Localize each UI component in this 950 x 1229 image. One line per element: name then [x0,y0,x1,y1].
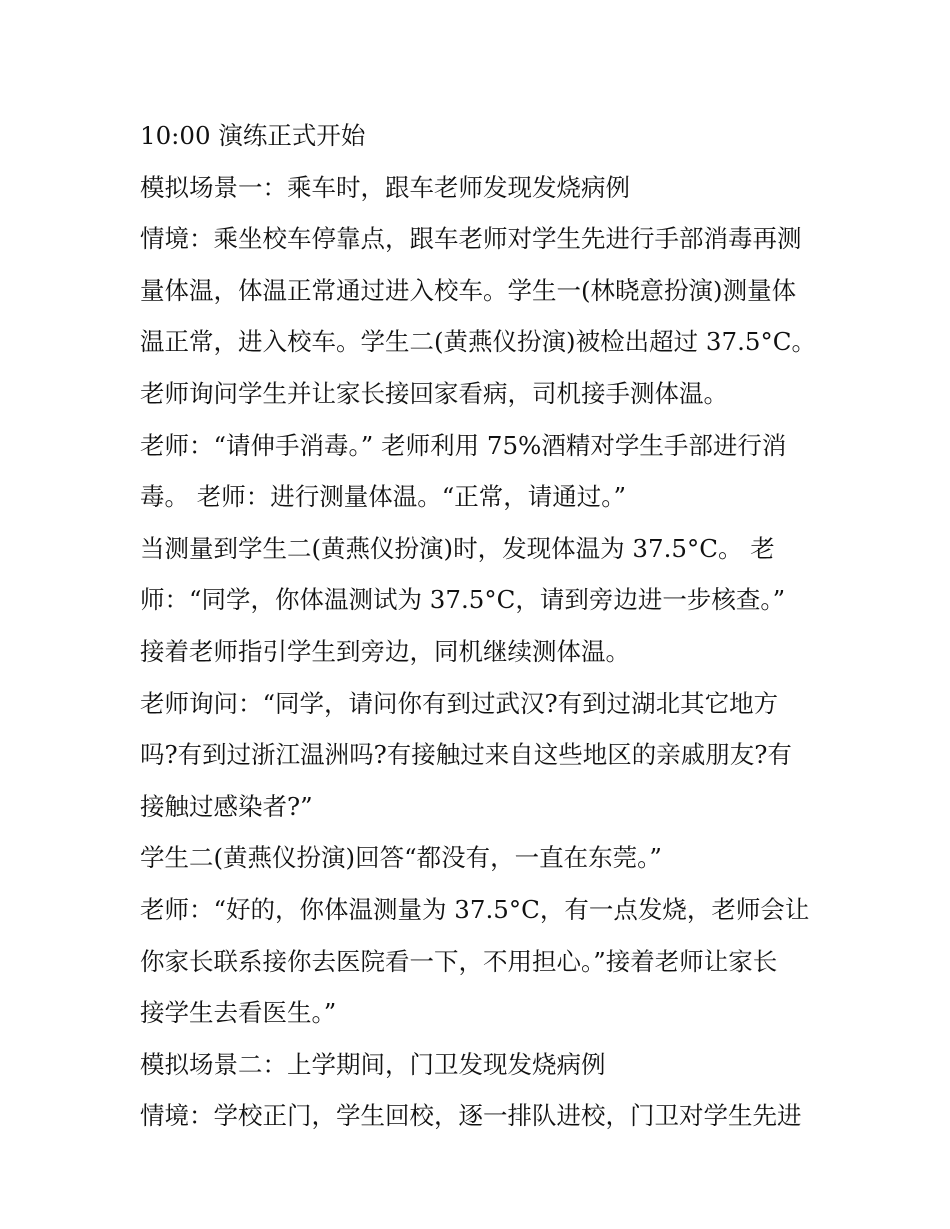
text-line: 情境：乘坐校车停靠点，跟车老师对学生先进行手部消毒再测 [140,224,802,254]
text-line: 接触过感染者?” [140,791,313,821]
text-line: 情境：学校正门，学生回校，逐一排队进校，门卫对学生先进 [140,1101,802,1131]
text-line: 接着老师指引学生到旁边，同机继续测体温。 [140,636,630,666]
text-line: 当测量到学生二(黄燕仪扮演)时，发现体温为 37.5°C。 老 [140,533,775,563]
text-line: 模拟场景一：乘车时，跟车老师发现发烧病例 [140,172,630,202]
text-line: 毒。 老师：进行测量体温。“正常，请通过。” [140,482,627,512]
text-line: 你家长联系接你去医院看一下，不用担心。”接着老师让家长 [140,946,778,976]
document-body [140,110,820,1142]
text-line: 师：“同学，你体温测试为 37.5°C，请到旁边进一步核查。” [140,585,786,615]
text-line: 吗?有到过浙江温洲吗?有接触过来自这些地区的亲戚朋友?有 [140,740,792,770]
text-line: 10:00 演练正式开始 [140,121,366,150]
text-line: 模拟场景二：上学期间，门卫发现发烧病例 [140,1049,606,1079]
text-line: 老师询问学生并让家长接回家看病，司机接手测体温。 [140,378,728,408]
text-line: 量体温，体温正常通过进入校车。学生一(林晓意扮演)测量体 [140,275,797,305]
text-line: 学生二(黄燕仪扮演)回答“都没有，一直在东莞。” [140,843,662,873]
text-line: 老师询问：“同学，请问你有到过武汉?有到过湖北其它地方 [140,688,779,718]
text-line: 温正常，进入校车。学生二(黄燕仪扮演)被检出超过 37.5°C。 [140,327,816,357]
text-line: 老师：“好的，你体温测量为 37.5°C，有一点发烧，老师会让 [140,894,810,924]
text-line: 老师：“请伸手消毒。” 老师利用 75%酒精对学生手部进行消 [140,430,787,460]
text-line: 接学生去看医生。” [140,998,337,1028]
